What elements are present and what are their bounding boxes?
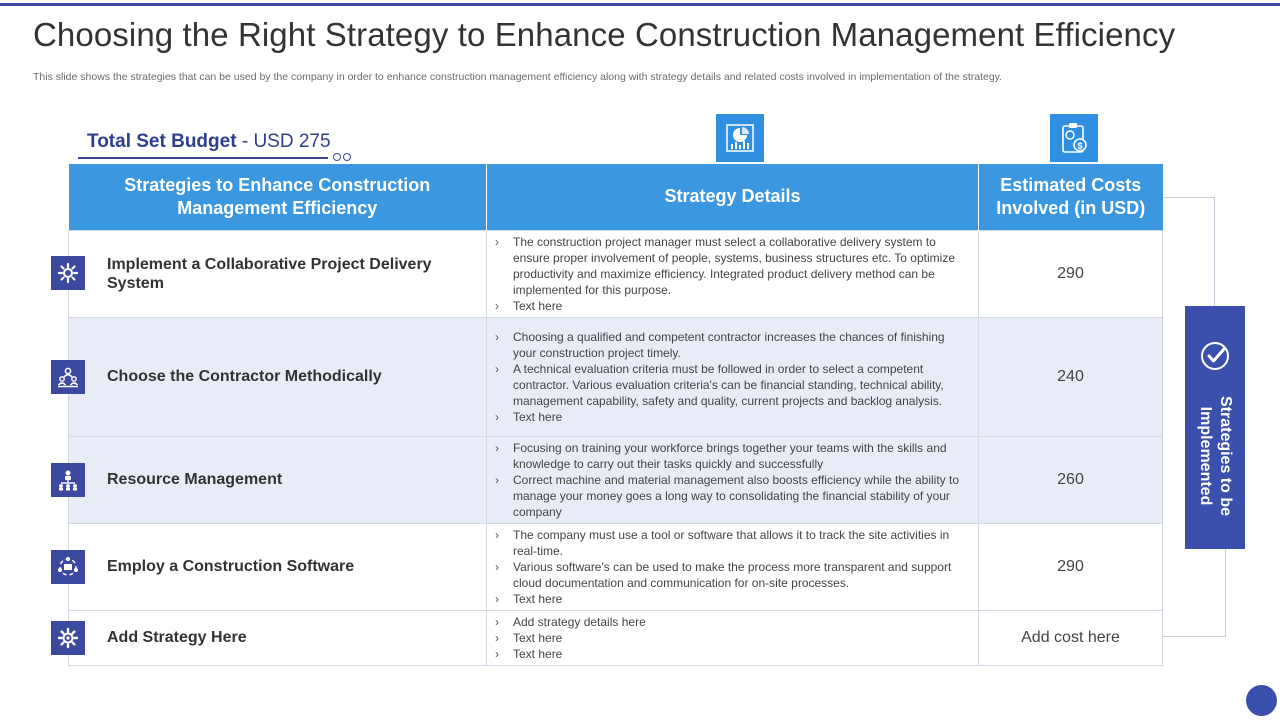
strategy-cost: Add cost here — [979, 610, 1163, 665]
side-panel-label: Strategies to be Implemented — [1197, 395, 1234, 517]
top-rule — [0, 3, 1280, 6]
svg-text:$: $ — [1077, 141, 1083, 151]
connector-line — [1163, 548, 1226, 637]
budget-label — [87, 131, 331, 153]
strategy-cost: 260 — [979, 436, 1163, 523]
team-icon — [51, 360, 85, 394]
detail-item: › The construction project manager must select a collaborative delivery system to ensure proper involvement of people, systems, business structures etc. To optimize productivity and maximize efficiency. Integrated product delivery method can be implemented for this purpose. — [493, 234, 968, 298]
header-strategy: Strategies to Enhance Construction Management Efficiency — [69, 164, 487, 230]
strategy-cost: 290 — [979, 523, 1163, 610]
strategy-name: Add Strategy Here — [69, 610, 487, 665]
detail-item: › Text here — [493, 298, 968, 314]
detail-item: › The company must use a tool or software that allows it to track the site activities in real-time. — [493, 527, 968, 559]
network-gear-icon — [51, 256, 85, 290]
strategy-details — [487, 436, 979, 523]
hierarchy-icon — [51, 463, 85, 497]
side-panel — [1185, 306, 1245, 549]
detail-item: › Correct machine and material management also boosts efficiency while the ability to manage your money goes a long way to consolidating the financial stability of your company — [493, 472, 968, 520]
detail-item: › Text here — [493, 591, 968, 607]
check-circle-icon — [1199, 340, 1231, 377]
budget-dot — [333, 153, 341, 161]
table-row — [69, 317, 1163, 436]
strategy-cost: 240 — [979, 317, 1163, 436]
detail-item: › Choosing a qualified and competent contractor increases the chances of finishing your construction project timely. — [493, 329, 968, 361]
clipboard-money-icon — [1050, 114, 1098, 162]
chart-report-icon — [716, 114, 764, 162]
detail-item: › Add strategy details here — [493, 614, 968, 630]
strategy-cost: 290 — [979, 230, 1163, 317]
table-row — [69, 610, 1163, 665]
strategy-name: Implement a Collaborative Project Delivery System — [69, 230, 487, 317]
strategy-details — [487, 317, 979, 436]
strategy-name: Employ a Construction Software — [69, 523, 487, 610]
page-title: Choosing the Right Strategy to Enhance Construction Management Efficiency — [33, 16, 1176, 53]
detail-item: › Focusing on training your workforce brings together your teams with the skills and knowledge to carry out their tasks quickly and successfully — [493, 440, 968, 472]
strategy-details — [487, 523, 979, 610]
detail-item: › Text here — [493, 630, 968, 646]
budget-value: USD 275 — [253, 131, 331, 152]
table-row — [69, 230, 1163, 317]
detail-item: › A technical evaluation criteria must be followed in order to select a competent contractor. Various evaluation criteria's can be financial standing, technical ability, management capability, safety and quality, current projects and backlog analysis. — [493, 361, 968, 409]
page-subtitle: This slide shows the strategies that can be used by the company in order to enhance construction management efficiency along with strategy details and related costs involved in implementation of the strategy. — [33, 71, 1003, 83]
budget-dot — [343, 153, 351, 161]
detail-item: › Text here — [493, 646, 968, 662]
detail-item: › Text here — [493, 409, 968, 425]
strategy-details — [487, 230, 979, 317]
table-row — [69, 436, 1163, 523]
connector-line — [1163, 197, 1215, 307]
detail-item: › Various software's can be used to make the process more transparent and support cloud documentation and communication for on-site processes. — [493, 559, 968, 591]
strategy-details — [487, 610, 979, 665]
budget-label-text: Total Set Budget — [87, 131, 237, 152]
strategy-name: Resource Management — [69, 436, 487, 523]
table-row — [69, 523, 1163, 610]
corner-decoration — [1246, 685, 1277, 716]
strategy-table — [68, 164, 1163, 666]
budget-separator: - — [236, 131, 254, 152]
header-cost: Estimated Costs Involved (in USD) — [979, 164, 1163, 230]
strategy-name: Choose the Contractor Methodically — [69, 317, 487, 436]
header-details: Strategy Details — [487, 164, 979, 230]
gear-icon — [51, 621, 85, 655]
budget-underline — [78, 157, 328, 159]
software-network-icon — [51, 550, 85, 584]
